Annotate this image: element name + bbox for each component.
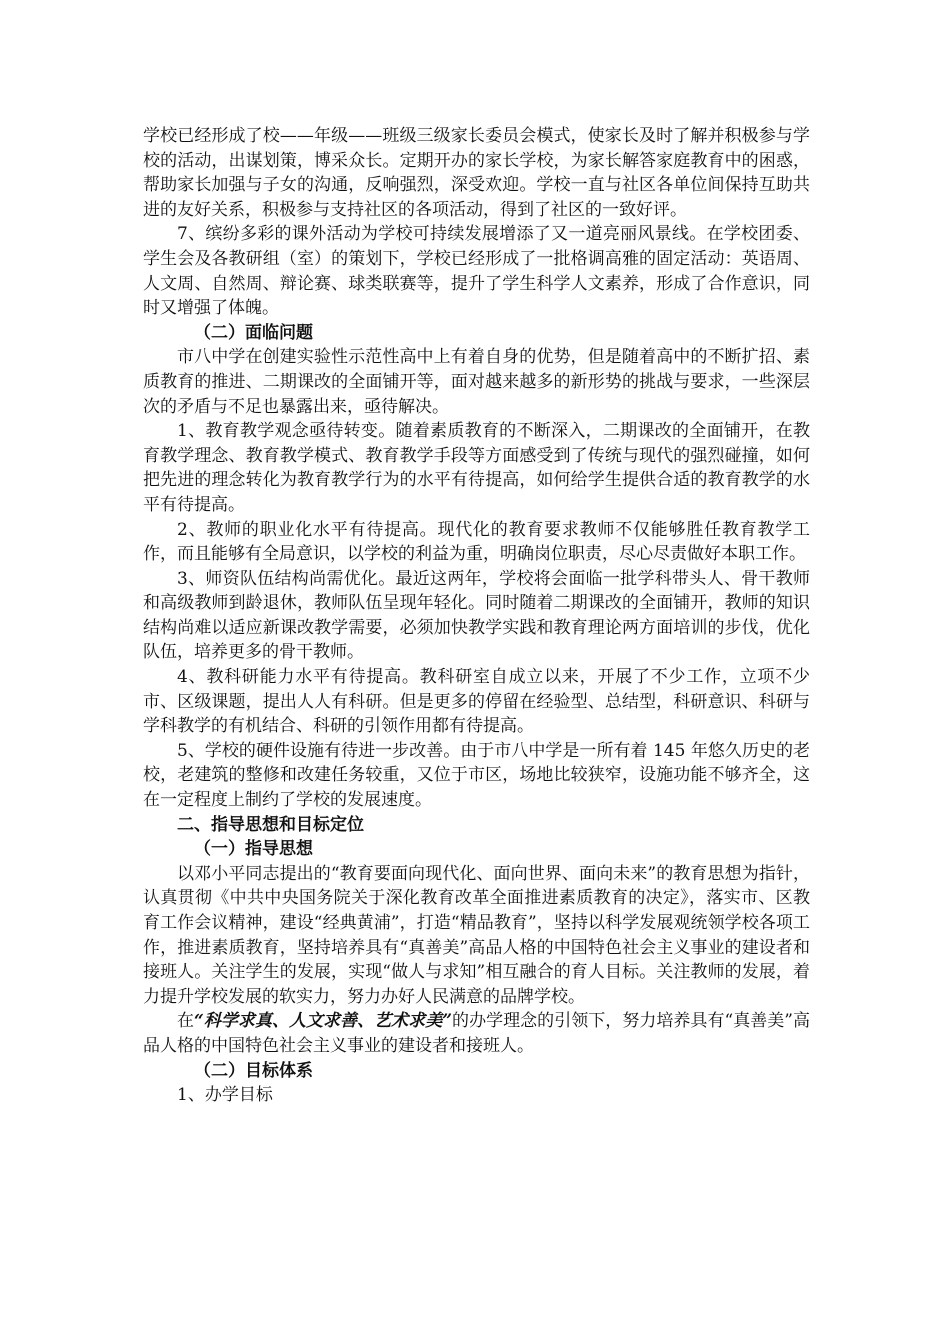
heading-problems: （二）面临问题 <box>194 322 313 343</box>
document-page <box>143 124 810 1108</box>
paragraph-extracurricular: 7、缤纷多彩的课外活动为学校可持续发展增添了又一道亮丽风景线。在学校团委、学生会及各教研组（室）的策划下，学校已经形成了一批格调高雅的固定活动：英语周、人文周、自然周、辩论赛、球类联赛等，提升了学生科学人文素养，形成了合作意识，同时又增强了体魄。 <box>143 224 810 319</box>
paragraph-problem-5: 5、学校的硬件设施有待进一步改善。由于市八中学是一所有着 145 年悠久历史的老校，老建筑的整修和改建任务较重，又位于市区，场地比较狭窄，设施功能不够齐全，这在一定程度上制约了学校的发展速度。 <box>143 740 810 811</box>
heading-section-2: 二、指导思想和目标定位 <box>177 814 364 835</box>
paragraph-problems-intro: 市八中学在创建实验性示范性高中上有着自身的优势，但是随着高中的不断扩招、素质教育的推进、二期课改的全面铺开等，面对越来越多的新形势的挑战与要求，一些深层次的矛盾与不足也暴露出来，亟待解决。 <box>143 347 810 417</box>
motto-emphasis: “科学求真、人文求善、艺术求美” <box>194 1011 453 1032</box>
paragraph-school-motto <box>143 1009 810 1058</box>
paragraph-goal-1: 1、办学目标 <box>177 1085 273 1106</box>
paragraph-guiding-ideology: 以邓小平同志提出的“教育要面向现代化、面向世界、面向未来”的教育思想为指针，认真贯彻《中共中央国务院关于深化教育改革全面推进素质教育的决定》，落实市、区教育工作会议精神，建设“经典黄浦”，打造“精品教育”，坚持以科学发展观统领学校各项工作，推进素质教育，坚持培养具有“真善美”高品人格的中国特色社会主义事业的建设者和接班人。关注学生的发展，实现“做人与求知”相互融合的育人目标。关注教师的发展，着力提升学校发展的软实力，努力办好人民满意的品牌学校。 <box>143 863 810 1007</box>
paragraph-problem-3: 3、师资队伍结构尚需优化。最近这两年，学校将会面临一批学科带头人、骨干教师和高级教师到龄退休，教师队伍呈现年轻化。同时随着二期课改的全面铺开，教师的知识结构尚难以适应新课改教学需要，必须加快教学实践和教育理论两方面培训的步伐，优化队伍，培养更多的骨干教师。 <box>143 568 810 663</box>
motto-prefix: 在 <box>177 1011 195 1032</box>
paragraph-problem-2: 2、教师的职业化水平有待提高。现代化的教育要求教师不仅能够胜任教育教学工作，而且能够有全局意识，以学校的利益为重，明确岗位职责，尽心尽责做好本职工作。 <box>143 519 810 565</box>
paragraph-parent-committee: 学校已经形成了校——年级——班级三级家长委员会模式，使家长及时了解并积极参与学校的活动，出谋划策，博采众长。定期开办的家长学校，为家长解答家庭教育中的困惑，帮助家长加强与子女的沟通，反响强烈，深受欢迎。学校一直与社区各单位间保持互助共进的友好关系，积极参与支持社区的各项活动，得到了社区的一致好评。 <box>143 126 810 220</box>
heading-goal-system: （二）目标体系 <box>194 1060 313 1081</box>
paragraph-problem-4: 4、教科研能力水平有待提高。教科研室自成立以来，开展了不少工作，立项不少市、区级课题，提出人人有科研。但是更多的停留在经验型、总结型，科研意识、科研与学科教学的有机结合、科研的引领作用都有待提高。 <box>143 667 810 737</box>
heading-guiding-ideology: （一）指导思想 <box>194 839 313 860</box>
paragraph-problem-1: 1、教育教学观念亟待转变。随着素质教育的不断深入，二期课改的全面铺开，在教育教学理念、教育教学模式、教育教学手段等方面感受到了传统与现代的强烈碰撞，如何把先进的理念转化为教育教学行为的水平有待提高，如何给学生提供合适的教育教学的水平有待提高。 <box>143 421 810 515</box>
motto-suffix: 的办学理念的引领下，努力培养具有“真善美”高品人格的中国特色社会主义事业的建设者和接班人。 <box>143 1011 811 1056</box>
